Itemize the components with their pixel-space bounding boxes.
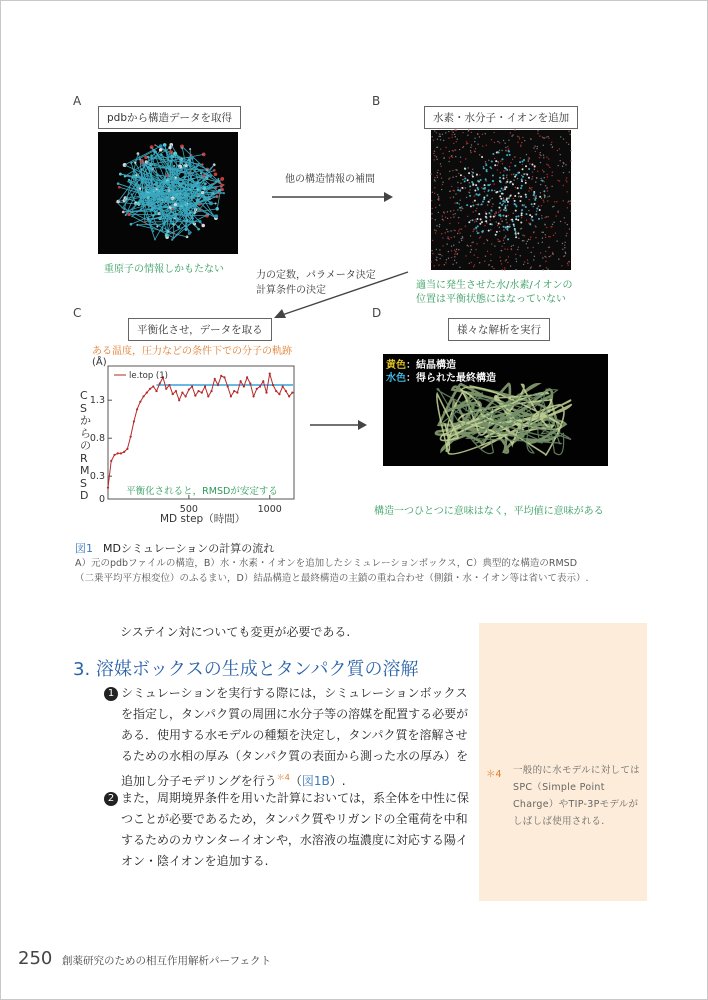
rmsd-point	[185, 395, 187, 397]
rmsd-point	[117, 452, 119, 454]
y-tick-label: 0.3	[89, 471, 105, 483]
rmsd-point	[107, 487, 109, 489]
panel-d-note: 構造一つひとつに意味はなく，平均値に意味がある	[374, 506, 604, 517]
rmsd-point	[246, 376, 248, 378]
rmsd-point	[278, 393, 280, 395]
y-tick-label-zero: 0	[98, 494, 105, 505]
rmsd-point	[220, 375, 222, 377]
y-tick-label: 0.8	[89, 433, 105, 445]
solvated-box-image	[431, 130, 571, 270]
legend-final: 水色：得られた最終構造	[386, 373, 496, 384]
rmsd-point	[240, 380, 242, 382]
rmsd-chart	[89, 362, 307, 522]
footnote-ref: ＊4	[276, 773, 290, 782]
rmsd-point	[159, 382, 161, 384]
rmsd-point	[256, 388, 258, 390]
chart-y-label: CSからのRMSD	[80, 389, 91, 502]
arrow-bc-label-1: 力の定数，パラメータ決定	[256, 270, 376, 281]
rmsd-point	[120, 452, 122, 454]
legend-label: le.top (1)	[129, 371, 168, 381]
arrow-bc-label-2: 計算条件の決定	[256, 285, 326, 296]
structure-overlay-image	[383, 354, 608, 466]
rmsd-point	[288, 395, 290, 397]
list-item-2: 2 また，周期境界条件を用いた計算においては，系全体を中性に保 つことが必要であるため，タンパク質やリガンドの全電荷を中和 するためのカウンターイオンや，水溶液の塩濃度に対応する陽イ オン・陰イオンを追加する.	[104, 788, 472, 872]
rmsd-point	[152, 385, 154, 387]
rmsd-point	[214, 378, 216, 380]
rmsd-point	[142, 395, 144, 397]
rmsd-point	[210, 390, 212, 392]
rmsd-point	[249, 382, 251, 384]
rmsd-point	[207, 395, 209, 397]
rmsd-point	[146, 392, 148, 394]
arrow-ab	[270, 190, 395, 204]
chart-inside-note: 平衡化されると，RMSDが安定する	[126, 486, 278, 497]
rmsd-point	[272, 384, 274, 386]
rmsd-point	[110, 460, 112, 462]
rmsd-point	[236, 392, 238, 394]
panel-d-letter: D	[372, 306, 382, 320]
panel-b-letter: B	[372, 94, 381, 108]
rmsd-point	[113, 454, 115, 456]
section-title: 3. 溶媒ボックスの生成とタンパク質の溶解	[73, 659, 419, 680]
rmsd-point	[136, 408, 138, 410]
intro-paragraph: システイン対についても変更が必要である.	[120, 625, 351, 639]
rmsd-point	[259, 385, 261, 387]
plot-frame	[108, 366, 294, 499]
pdb-structure-image	[98, 132, 238, 254]
panel-c-note: ある温度，圧力などの条件下での分子の軌跡	[92, 346, 292, 357]
rmsd-point	[197, 390, 199, 392]
rmsd-point	[204, 385, 206, 387]
rmsd-point	[178, 399, 180, 401]
list-item-1: 1 シミュレーションを実行する際には，シミュレーションボックス を指定し，タンパク質の周囲に水分子等の溶媒を配置する必要が ある．使用する水モデルの種類を決定し，タンパク質を溶解させ るための水相の厚み（タンパク質の表面から測った水の厚み）を 追加し分子モデリングを行う$^{*4}$（図1B）.	[104, 683, 472, 792]
panel-b-note-1: 適当に発生させた水/水素/イオンの	[416, 280, 573, 291]
figure-caption-title: 図1 MDシミュレーションの計算の流れ	[75, 542, 275, 555]
rmsd-point	[188, 388, 190, 390]
rmsd-point	[126, 448, 128, 450]
panel-b-label: 水素・水分子・イオンを追加	[424, 106, 578, 129]
rmsd-point	[172, 393, 174, 395]
book-title: 創薬研究のための相互作用解析パーフェクト	[62, 955, 271, 967]
rmsd-point	[282, 385, 284, 387]
rmsd-point	[130, 436, 132, 438]
arrow-ab-label: 他の構造情報の補間	[285, 174, 375, 185]
rmsd-point	[139, 401, 141, 403]
rmsd-point	[227, 385, 229, 387]
legend-crystal: 黄色：結晶構造	[386, 360, 456, 371]
rmsd-point	[243, 385, 245, 387]
panel-a-label: pdbから構造データを取得	[98, 106, 241, 129]
figure-caption-body: A）元のpdbファイルの構造，B）水・水素・イオンを追加したシミュレーションボックス，C）典型的な構造のRMSD （二乗平均平方根変位）のふるまい，D）結晶構造と最終構造の主鎖の重ね合わせ（側鎖・水・イオン等は省いて表示）.	[75, 558, 589, 584]
rmsd-point	[155, 390, 157, 392]
rmsd-point	[262, 380, 264, 382]
rmsd-point	[194, 395, 196, 397]
panel-c-label: 平衡化させ，データを取る	[128, 318, 272, 341]
side-note-text: 一般的に水モデルに対しては SPC（Simple Point Charge）やTIP-3Pモデルが しばしば使用される.	[513, 765, 640, 827]
y-tick-label: 1.3	[89, 395, 105, 407]
rmsd-point	[168, 384, 170, 386]
rmsd-point	[149, 388, 151, 390]
panel-a-note: 重原子の情報しかもたない	[104, 264, 224, 275]
chart-x-label: MD step（時間）	[160, 513, 246, 525]
panel-a-letter: A	[73, 94, 82, 108]
panel-d-label: 様々な解析を実行	[448, 318, 550, 341]
rmsd-point	[291, 392, 293, 394]
rmsd-point	[133, 420, 135, 422]
item-number-badge: 2	[104, 792, 118, 806]
rmsd-point	[217, 384, 219, 386]
arrow-cd	[308, 418, 370, 432]
x-tick-label: 1000	[257, 504, 282, 515]
rmsd-point	[201, 392, 203, 394]
item-number-badge: 1	[104, 687, 118, 701]
x-tick-label: 500	[179, 504, 198, 515]
rmsd-point	[230, 395, 232, 397]
rmsd-point	[285, 390, 287, 392]
rmsd-point	[252, 395, 254, 397]
side-note-mark: ＊4	[486, 769, 502, 780]
page-number: 250	[18, 948, 53, 969]
rmsd-point	[181, 392, 183, 394]
panel-b-note-2: 位置は平衡状態にはなっていない	[416, 294, 566, 305]
panel-c-letter: C	[73, 306, 82, 320]
rmsd-point	[123, 451, 125, 453]
figure-ref-link[interactable]: 図1B	[301, 774, 330, 788]
rmsd-point	[165, 388, 167, 390]
rmsd-point	[175, 390, 177, 392]
rmsd-point	[233, 390, 235, 392]
rmsd-point	[269, 373, 271, 375]
rmsd-point	[223, 376, 225, 378]
arrow-bc	[270, 268, 412, 322]
rmsd-point	[191, 385, 193, 387]
rmsd-point	[265, 392, 267, 394]
chart-unit: (Å)	[92, 357, 107, 368]
rmsd-point	[275, 390, 277, 392]
